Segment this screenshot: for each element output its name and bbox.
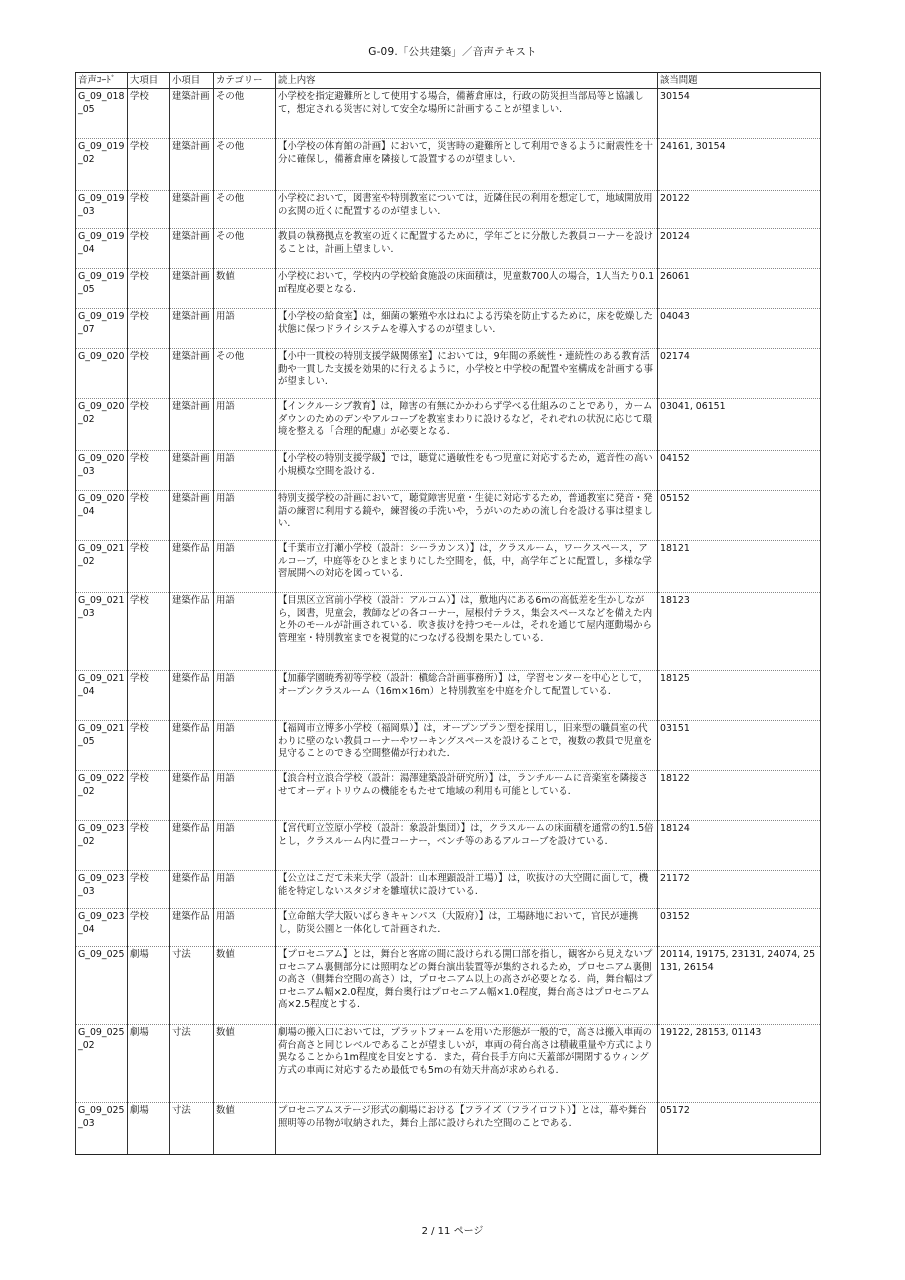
cell-ref: 18123 [658, 593, 821, 671]
table-row [76, 1103, 821, 1155]
cell-code: G_09_020_04 [76, 491, 128, 541]
cell-ref: 24161, 30154 [658, 139, 821, 191]
table-row [76, 451, 821, 491]
cell-major: 学校 [128, 399, 170, 451]
cell-code: G_09_025_02 [76, 1025, 128, 1103]
cell-category: 数値 [214, 1025, 276, 1103]
cell-category: 用語 [214, 771, 276, 821]
cell-category: 数値 [214, 947, 276, 1025]
cell-ref: 02174 [658, 349, 821, 399]
cell-major: 学校 [128, 541, 170, 593]
cell-ref: 30154 [658, 89, 821, 139]
cell-text: 【小学校の特別支援学級】では，聴覚に過敏性をもつ児童に対応するため，遮音性の高い小規模な空間を設ける． [276, 451, 658, 491]
cell-ref: 26061 [658, 269, 821, 309]
cell-ref: 18125 [658, 671, 821, 721]
cell-category: 用語 [214, 593, 276, 671]
table-row [76, 947, 821, 1025]
cell-code: G_09_025 [76, 947, 128, 1025]
cell-code: G_09_020 [76, 349, 128, 399]
cell-major: 劇場 [128, 947, 170, 1025]
cell-ref: 04043 [658, 309, 821, 349]
cell-major: 学校 [128, 89, 170, 139]
table-row [76, 1025, 821, 1103]
cell-text: 【小学校の体育館の計画】において，災害時の避難所として利用できるように耐震性を十分に確保し，備蓄倉庫を隣接して設置するのが望ましい． [276, 139, 658, 191]
cell-minor: 建築作品 [170, 671, 214, 721]
cell-major: 学校 [128, 821, 170, 871]
cell-minor: 建築作品 [170, 909, 214, 947]
cell-category: 用語 [214, 671, 276, 721]
cell-major: 学校 [128, 349, 170, 399]
audio-text-table [75, 72, 821, 1155]
cell-code: G_09_023_04 [76, 909, 128, 947]
cell-major: 劇場 [128, 1103, 170, 1155]
column-header-text: 読上内容 [276, 73, 658, 89]
table-row [76, 349, 821, 399]
cell-category: 用語 [214, 821, 276, 871]
table-header-row [76, 73, 821, 89]
cell-category: その他 [214, 191, 276, 229]
cell-text: 【立命館大学大阪いばらきキャンパス（大阪府）】は，工場跡地において，官民が連携し，防災公園と一体化して計画された． [276, 909, 658, 947]
table-row [76, 771, 821, 821]
table-row [76, 89, 821, 139]
cell-ref: 20124 [658, 229, 821, 269]
cell-category: 用語 [214, 541, 276, 593]
cell-code: G_09_023_03 [76, 871, 128, 909]
cell-text: 小学校において，図書室や特別教室については，近隣住民の利用を想定して，地域開放用の玄関の近くに配置するのが望ましい． [276, 191, 658, 229]
cell-ref: 20114, 19175, 23131, 24074, 25131, 26154 [658, 947, 821, 1025]
cell-ref: 03041, 06151 [658, 399, 821, 451]
cell-text: プロセニアムステージ形式の劇場における【フライズ（フライロフト）】とは，幕や舞台照明等の吊物が収納された，舞台上部に設けられた空間のことである． [276, 1103, 658, 1155]
cell-major: 学校 [128, 451, 170, 491]
cell-text: 小学校を指定避難所として使用する場合，備蓄倉庫は，行政の防災担当部局等と協議して，想定される災害に対して安全な場所に計画することが望ましい． [276, 89, 658, 139]
cell-ref: 18122 [658, 771, 821, 821]
cell-major: 劇場 [128, 1025, 170, 1103]
cell-category: その他 [214, 139, 276, 191]
table-row [76, 491, 821, 541]
cell-minor: 建築計画 [170, 399, 214, 451]
cell-category: 用語 [214, 451, 276, 491]
cell-category: 用語 [214, 309, 276, 349]
cell-text: 小学校において，学校内の学校給食施設の床面積は，児童数700人の場合，1人当たり0.1㎡程度必要となる． [276, 269, 658, 309]
cell-text: 教員の執務拠点を教室の近くに配置するために，学年ごとに分散した教員コーナーを設けることは，計画上望ましい． [276, 229, 658, 269]
table-row [76, 671, 821, 721]
cell-code: G_09_023_02 [76, 821, 128, 871]
table-row [76, 399, 821, 451]
cell-category: 用語 [214, 399, 276, 451]
cell-text: 劇場の搬入口においては，プラットフォームを用いた形態が一般的で，高さは搬入車両の荷台高さと同じレベルであることが望ましいが，車両の荷台高さは積載重量や方式により異なることから1m程度を目安とする．また，荷台長手方向に天蓋部が開閉するウィング方式の車両に対応するため最低でも5mの有効天井高が求められる． [276, 1025, 658, 1103]
cell-text: 【宮代町立笠原小学校（設計：象設計集団）】は，クラスルームの床面積を通常の約1.5倍とし，クラスルーム内に畳コーナー，ベンチ等のあるアルコーブを設けている． [276, 821, 658, 871]
cell-text: 【目黒区立宮前小学校（設計：アルコム）】は，敷地内にある6mの高低差を生かしながら，図書，児童会，教師などの各コーナー，屋根付テラス，集会スペースなどを備えた内と外のモールが計画されている．吹き抜けを持つモールは，それを通じて屋内運動場から管理室・特別教室までを視覚的につなげる役割を果たしている． [276, 593, 658, 671]
cell-major: 学校 [128, 309, 170, 349]
table-row [76, 191, 821, 229]
cell-minor: 建築作品 [170, 541, 214, 593]
cell-text: 【福岡市立博多小学校（福岡県）】は，オープンプラン型を採用し，旧来型の職員室の代わりに壁のない教員コーナーやワーキングスペースを設けることで，複数の教員で児童を見守ることのできる空間整備が行われた． [276, 721, 658, 771]
cell-minor: 建築作品 [170, 593, 214, 671]
table-row [76, 721, 821, 771]
cell-category: その他 [214, 229, 276, 269]
column-header-major: 大項目 [128, 73, 170, 89]
cell-text: 【千葉市立打瀬小学校（設計：シーラカンス）】は，クラスルーム，ワークスペース，アルコーブ，中庭等をひとまとまりにした空間を，低，中，高学年ごとに配置し，多様な学習展開への対応を図っている． [276, 541, 658, 593]
cell-major: 学校 [128, 671, 170, 721]
cell-category: 用語 [214, 491, 276, 541]
cell-text: 【加藤学園暁秀初等学校（設計：槇総合計画事務所）】は，学習センターを中心として，オープンクラスルーム（16m×16m）と特別教室を中庭を介して配置している． [276, 671, 658, 721]
cell-category: 用語 [214, 721, 276, 771]
cell-code: G_09_021_03 [76, 593, 128, 671]
cell-major: 学校 [128, 139, 170, 191]
cell-minor: 建築計画 [170, 269, 214, 309]
cell-major: 学校 [128, 191, 170, 229]
cell-code: G_09_019_03 [76, 191, 128, 229]
cell-code: G_09_020_02 [76, 399, 128, 451]
cell-minor: 建築計画 [170, 309, 214, 349]
table-row [76, 269, 821, 309]
cell-minor: 建築計画 [170, 229, 214, 269]
cell-major: 学校 [128, 269, 170, 309]
column-header-ref: 該当問題 [658, 73, 821, 89]
cell-category: その他 [214, 349, 276, 399]
cell-category: 数値 [214, 1103, 276, 1155]
cell-text: 【プロセニアム】とは，舞台と客席の間に設けられる開口部を指し，観客から見えないプロセニアム裏側部分には照明などの舞台演出装置等が集約されるため，プロセニアム裏側の高さ（側舞台空間の高さ）は，プロセニアム以上の高さが必要となる．尚，舞台幅はプロセニアム幅×2.0程度，舞台奥行はプロセニアム幅×1.0程度，舞台高さはプロセニアム高×2.5程度とする． [276, 947, 658, 1025]
cell-text: 【小学校の給食室】は，細菌の繁殖や水はねによる汚染を防止するために，床を乾燥した状態に保つドライシステムを導入するのが望ましい． [276, 309, 658, 349]
page-number: 2 / 11 ページ [421, 1226, 484, 1237]
cell-major: 学校 [128, 721, 170, 771]
cell-code: G_09_025_03 [76, 1103, 128, 1155]
cell-ref: 20122 [658, 191, 821, 229]
cell-ref: 18121 [658, 541, 821, 593]
cell-minor: 建築作品 [170, 821, 214, 871]
cell-ref: 21172 [658, 871, 821, 909]
cell-code: G_09_021_04 [76, 671, 128, 721]
cell-code: G_09_019_07 [76, 309, 128, 349]
cell-text: 【小中一貫校の特別支援学級関係室】においては，9年間の系統性・連続性のある教育活動や一貫した支援を効果的に行えるように，小学校と中学校の配置や室構成を計画する事が望ましい． [276, 349, 658, 399]
cell-category: 用語 [214, 909, 276, 947]
table-row [76, 593, 821, 671]
cell-category: 数値 [214, 269, 276, 309]
cell-major: 学校 [128, 771, 170, 821]
cell-major: 学校 [128, 871, 170, 909]
cell-minor: 建築計画 [170, 191, 214, 229]
cell-code: G_09_021_02 [76, 541, 128, 593]
cell-code: G_09_019_02 [76, 139, 128, 191]
cell-major: 学校 [128, 229, 170, 269]
column-header-category: カテゴリー [214, 73, 276, 89]
cell-minor: 建築計画 [170, 451, 214, 491]
table-row [76, 541, 821, 593]
cell-minor: 寸法 [170, 1025, 214, 1103]
cell-code: G_09_019_05 [76, 269, 128, 309]
cell-code: G_09_021_05 [76, 721, 128, 771]
table-row [76, 139, 821, 191]
cell-minor: 建築作品 [170, 771, 214, 821]
table-row [76, 229, 821, 269]
cell-minor: 建築計画 [170, 491, 214, 541]
cell-ref: 03151 [658, 721, 821, 771]
cell-minor: 建築作品 [170, 721, 214, 771]
cell-text: 【公立はこだて未来大学（設計：山本理顕設計工場）】は，吹抜けの大空間に面して，機能を特定しないスタジオを雛壇状に設けている． [276, 871, 658, 909]
table-row [76, 909, 821, 947]
cell-major: 学校 [128, 593, 170, 671]
cell-code: G_09_019_04 [76, 229, 128, 269]
cell-minor: 寸法 [170, 947, 214, 1025]
cell-text: 特別支援学校の計画において，聴覚障害児童・生徒に対応するため，普通教室に発音・発語の練習に利用する鏡や，練習後の手洗いや，うがいのための流し台を設ける事は望ましい． [276, 491, 658, 541]
table-row [76, 309, 821, 349]
column-header-minor: 小項目 [170, 73, 214, 89]
cell-category: その他 [214, 89, 276, 139]
cell-text: 【浪合村立浪合学校（設計：湯澤建築設計研究所）】は，ランチルームに音楽室を隣接させてオーディトリウムの機能をもたせて地域の利用も可能としている． [276, 771, 658, 821]
cell-code: G_09_020_03 [76, 451, 128, 491]
cell-minor: 建築計画 [170, 349, 214, 399]
cell-text: 【インクルーシブ教育】は，障害の有無にかかわらず学べる仕組みのことであり，カームダウンのためのデンやアルコーブを教室まわりに設けるなど，それぞれの状況に応じて環境を整える「合理的配慮」が必要となる． [276, 399, 658, 451]
cell-minor: 寸法 [170, 1103, 214, 1155]
page-title: G-09.「公共建築」／音声テキスト [368, 46, 537, 58]
column-header-code: 音声ｺｰﾄﾞ [76, 73, 128, 89]
cell-ref: 05172 [658, 1103, 821, 1155]
cell-ref: 03152 [658, 909, 821, 947]
cell-code: G_09_022_02 [76, 771, 128, 821]
cell-minor: 建築計画 [170, 139, 214, 191]
cell-ref: 19122, 28153, 01143 [658, 1025, 821, 1103]
cell-minor: 建築作品 [170, 871, 214, 909]
cell-minor: 建築計画 [170, 89, 214, 139]
cell-ref: 18124 [658, 821, 821, 871]
cell-category: 用語 [214, 871, 276, 909]
cell-major: 学校 [128, 491, 170, 541]
cell-major: 学校 [128, 909, 170, 947]
cell-ref: 04152 [658, 451, 821, 491]
table-row [76, 871, 821, 909]
table-row [76, 821, 821, 871]
cell-code: G_09_018_05 [76, 89, 128, 139]
cell-ref: 05152 [658, 491, 821, 541]
